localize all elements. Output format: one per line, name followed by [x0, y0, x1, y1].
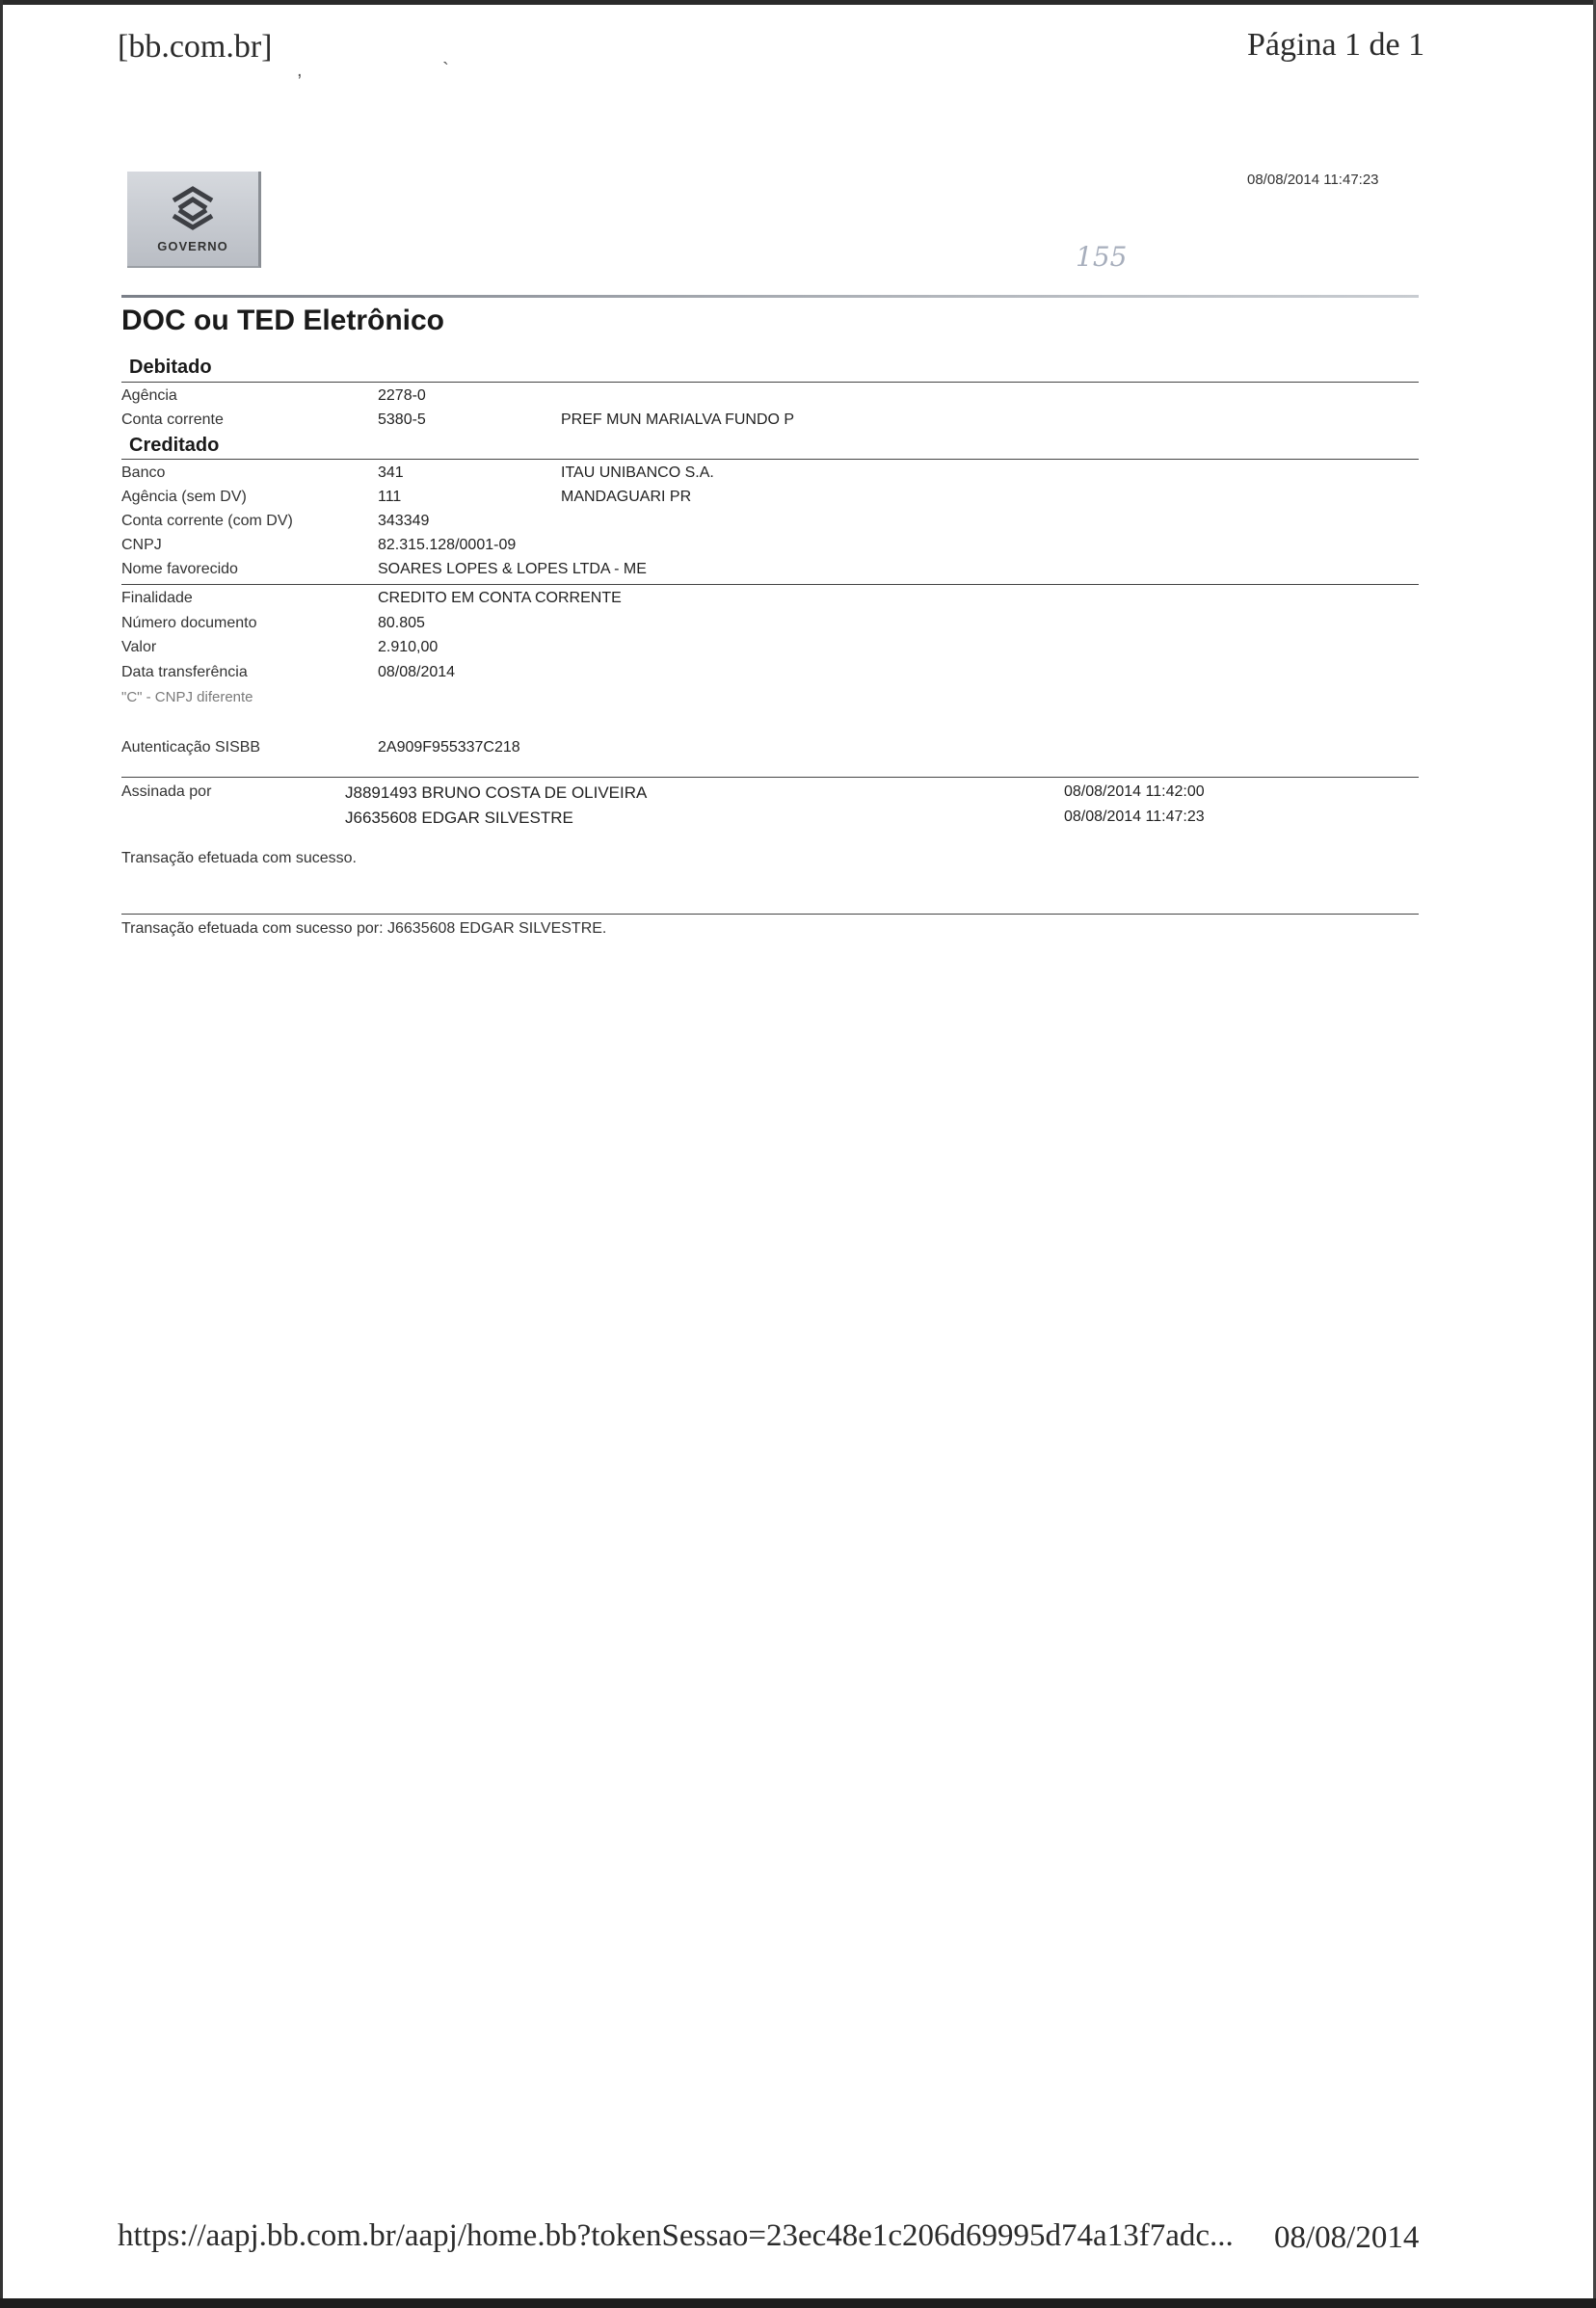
field-label-finalidade: Finalidade — [121, 590, 193, 606]
section-heading-creditado: Creditado — [129, 435, 220, 456]
scan-specks: , ` — [297, 60, 517, 81]
field-value-conta-corrente: 5380-5 — [378, 411, 426, 428]
field-extra-cidade: MANDAGUARI PR — [561, 489, 692, 505]
field-label-banco: Banco — [121, 464, 166, 481]
field-value-autenticacao: 2A909F955337C218 — [378, 739, 520, 756]
field-label-conta-com-dv: Conta corrente (com DV) — [121, 513, 293, 529]
logo-label: GOVERNO — [157, 239, 228, 253]
field-value-banco: 341 — [378, 464, 404, 481]
divider — [121, 584, 1419, 585]
field-value-data-transferencia: 08/08/2014 — [378, 664, 456, 680]
divider — [121, 459, 1419, 460]
field-label-conta-corrente: Conta corrente — [121, 411, 224, 428]
status-message: Transação efetuada com sucesso. — [121, 850, 357, 866]
footer-message: Transação efetuada com sucesso por: J6635608 EDGAR SILVESTRE. — [121, 920, 607, 937]
field-value-valor: 2.910,00 — [378, 639, 439, 655]
field-label-nome-favorecido: Nome favorecido — [121, 561, 238, 577]
field-value-numero-documento: 80.805 — [378, 615, 425, 631]
scan-edge-left — [0, 0, 3, 2308]
bank-logo — [127, 172, 261, 268]
print-header-site: [bb.com.br] — [118, 29, 273, 65]
field-value-nome-favorecido: SOARES LOPES & LOPES LTDA - ME — [378, 561, 647, 577]
signer-timestamp: 08/08/2014 11:47:23 — [1064, 809, 1205, 825]
scan-edge-top — [0, 0, 1596, 5]
title-divider — [121, 295, 1419, 298]
field-label-valor: Valor — [121, 639, 157, 655]
banco-do-brasil-logo-icon — [166, 183, 220, 231]
divider — [121, 382, 1419, 383]
print-footer-date: 08/08/2014 — [1274, 2220, 1420, 2255]
handwritten-mark: 155 — [1076, 241, 1128, 273]
field-label-cnpj: CNPJ — [121, 537, 162, 553]
divider — [121, 777, 1419, 778]
field-value-cnpj: 82.315.128/0001-09 — [378, 537, 517, 553]
signer-timestamp: 08/08/2014 11:42:00 — [1064, 783, 1205, 800]
cnpj-note: "C" - CNPJ diferente — [121, 689, 253, 705]
field-value-agencia-sem-dv: 111 — [378, 489, 402, 505]
field-extra-banco-nome: ITAU UNIBANCO S.A. — [561, 464, 714, 481]
signer-name: J8891493 BRUNO COSTA DE OLIVEIRA — [345, 783, 648, 802]
signer-name: J6635608 EDGAR SILVESTRE — [345, 809, 573, 827]
field-value-conta-com-dv: 343349 — [378, 513, 430, 529]
divider — [121, 914, 1419, 915]
field-label-data-transferencia: Data transferência — [121, 664, 248, 680]
field-value-agencia: 2278-0 — [378, 387, 426, 404]
page-title: DOC ou TED Eletrônico — [121, 305, 445, 336]
field-label-agencia-sem-dv: Agência (sem DV) — [121, 489, 247, 505]
field-label-assinada-por: Assinada por — [121, 783, 212, 800]
field-value-finalidade: CREDITO EM CONTA CORRENTE — [378, 590, 622, 606]
field-label-numero-documento: Número documento — [121, 615, 257, 631]
print-header-page-number: Página 1 de 1 — [1247, 27, 1425, 63]
report-timestamp: 08/08/2014 11:47:23 — [1247, 172, 1379, 188]
field-extra-titular: PREF MUN MARIALVA FUNDO P — [561, 411, 795, 428]
print-footer-url: https://aapj.bb.com.br/aapj/home.bb?tokenSessao=23ec48e1c206d69995d74a13f7adc... — [118, 2218, 1234, 2253]
section-heading-debitado: Debitado — [129, 357, 212, 378]
field-label-autenticacao: Autenticação SISBB — [121, 739, 261, 756]
field-label-agencia: Agência — [121, 387, 177, 404]
scan-edge-bottom — [0, 2298, 1596, 2308]
